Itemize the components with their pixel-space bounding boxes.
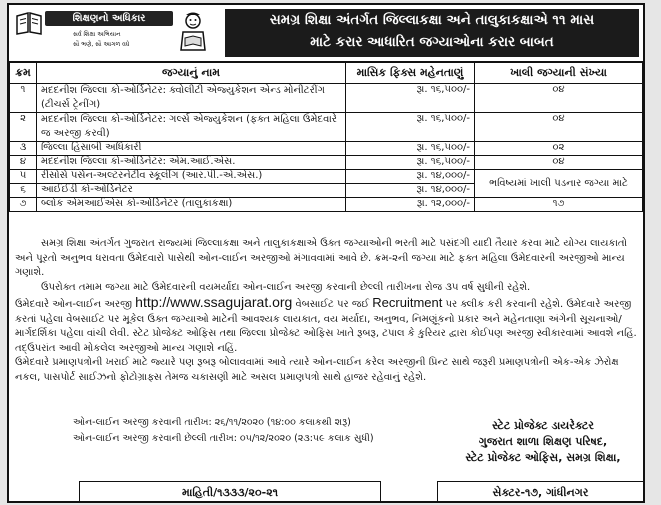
- cell-post: મદદનીશ જિલ્લા કો-ઓર્ડિનેટર: ક્વોલીટી એજ્યુકેશન એન્ડ મોનીટરીંગ (ટીચર્સ ટ્રેનીંગ): [37, 84, 346, 113]
- logo-title: શિક્ષણનો અધિકાર: [45, 11, 173, 26]
- cell-pay: રૂા. ૧૪,૦૦૦/-: [346, 170, 475, 184]
- cell-post: જિલ્લા હિસાબી અધિકારી: [37, 142, 346, 156]
- col-header-pay: માસિક ફિક્સ મહેનતાણું: [346, 63, 475, 84]
- signatory-council: ગુજરાત શાળા શિક્ષણ પરિષદ,: [478, 435, 608, 448]
- logo-tagline: સૌ ભણે, સૌ આગળ વધે: [73, 41, 130, 48]
- child-reading-icon: [177, 12, 209, 54]
- book-icon: [15, 10, 43, 36]
- paragraph-apply-instructions: [15, 295, 639, 356]
- table-header-row: [10, 63, 643, 84]
- notice-title-line2: માટે કરાર આધારિત જગ્યાઓના કરાર બાબત: [310, 34, 554, 50]
- website-link[interactable]: http://www.ssagujarat.org: [135, 294, 293, 310]
- table-row: [10, 113, 643, 142]
- ssa-logo: [15, 8, 211, 58]
- cell-pay: રૂા. ૧૬,૫૦૦/-: [346, 156, 475, 170]
- col-header-post: જગ્યાનું નામ: [37, 63, 346, 84]
- notice-body: [15, 237, 639, 385]
- cell-serial: ૭: [10, 198, 37, 212]
- cell-vacancies: ૧૭: [475, 198, 643, 212]
- table-row: [10, 170, 643, 184]
- cell-serial: ૬: [10, 184, 37, 198]
- cell-vacancies: ૦૪: [475, 84, 643, 113]
- cell-serial: ૩: [10, 142, 37, 156]
- table-row: [10, 142, 643, 156]
- cell-vacancies-future: ભવિષ્યમાં ખાલી પડનાર જગ્યા માટે: [475, 170, 643, 198]
- reference-number: માહિતી/૧૩૩૩/૨૦-૨૧: [79, 481, 381, 502]
- signature-block: [447, 418, 639, 466]
- cell-serial: ૧: [10, 84, 37, 113]
- cell-pay: રૂા. ૧૪,૦૦૦/-: [346, 184, 475, 198]
- header: [9, 5, 643, 62]
- apply-text-a: ઉમેદવારે ઓન-લાઈન અરજી: [15, 299, 132, 310]
- notice-title: [225, 9, 639, 57]
- paragraph-age-limit: ઉપરોક્ત તમામ જગ્યા માટે ઉમેદવારની વયમર્યાદા ઓન-લાઈન અરજી કરવાની છેલ્લી તારીખના રોજ ૩૫ વર્ષ સુધીની રહેશે.: [41, 281, 531, 293]
- apply-text-c: પર ક્લીક કરી કરવાની રહેશે. ઉમેદવારે અરજી કરતાં પહેલા વેબસાઈટ પર મૂકેલ ઉક્ત જગ્યાઓ માટેની આવશ્યક લાયકાત, વય મર્યાદા, અનુભવ, નિમણૂંકનો પ્રકાર અને મહેનતાણા અંગેની સૂચનાઓ/માર્ગદર્શિકા પહેલા વાંચી લેવી. સ્ટેટ પ્રોજેક્ટ ઓફિસ તથા જિલ્લા પ્રોજેક્ટ ઓફિસ ખાતે રૂબરૂ, ટપાલ કે કુરિયર દ્વારા કોઈપણ અરજી સ્વીકારવામાં આવશે નહિં. તદ્ઉપરાંત આવી મોકલેલ અરજીઓ માન્ય ગણાશે નહિં.: [15, 299, 637, 354]
- cell-vacancies: ૦૪: [475, 156, 643, 170]
- table-row: [10, 84, 643, 113]
- application-dates: [73, 415, 374, 447]
- table-row: [10, 156, 643, 170]
- col-header-serial: ક્રમ: [10, 63, 37, 84]
- recruitment-label: Recruitment: [372, 295, 443, 310]
- logo-subtitle: સર્વ શિક્ષા અભિયાન: [73, 31, 121, 38]
- cell-post: મદદનીશ જિલ્લા કો-ઓર્ડિનેટર: ગર્લ્સ એજ્યુકેશન (ફક્ત મહિલા ઉમેદવારે જ અરજી કરવી): [37, 113, 346, 142]
- cell-post: આઈઈડી કો-ઓર્ડિનેટર: [37, 184, 346, 198]
- signatory-address: સેક્ટર-૧૭, ગાંધીનગર: [437, 481, 643, 502]
- apply-text-b: વેબસાઈટ પર જઈ: [295, 299, 370, 310]
- cell-pay: રૂા. ૧૨,૦૦૦/-: [346, 198, 475, 212]
- cell-pay: રૂા. ૧૬,૫૦૦/-: [346, 84, 475, 113]
- cell-post: બ્લોક એમઆઈએસ કો-ઓર્ડિનેટર (તાલુકાકક્ષા): [37, 198, 346, 212]
- col-header-vacancies: ખાલી જગ્યાની સંખ્યા: [475, 63, 643, 84]
- cell-vacancies: ૦૨: [475, 142, 643, 156]
- table-row: [10, 198, 643, 212]
- notice-title-line1: સમગ્ર શિક્ષા અંતર્ગત જિલ્લાકક્ષા અને તાલુકાકક્ષાએ ૧૧ માસ: [269, 12, 595, 28]
- cell-post: રીસોર્સ પર્સન-અલ્ટરનેટીવ સ્કૂલીંગ (આર.પી.-એ.એસ.): [37, 170, 346, 184]
- cell-pay: રૂા. ૧૬,૫૦૦/-: [346, 113, 475, 142]
- cell-vacancies: ૦૪: [475, 113, 643, 142]
- cell-post: મદદનીશ જિલ્લા કો-ઓર્ડિનેટર: એમ.આઈ.એસ.: [37, 156, 346, 170]
- signatory-title: સ્ટેટ પ્રોજેક્ટ ડાયરેક્ટર: [492, 419, 594, 432]
- signatory-office: સ્ટેટ પ્રોજેક્ટ ઓફિસ, સમગ્ર શિક્ષા,: [465, 451, 621, 464]
- cell-serial: ૨: [10, 113, 37, 142]
- start-date: ઓન-લાઈન અરજી કરવાની તારીખ: ૨૬/૧૧/૨૦૨૦ (૧૪:૦૦ કલાકથી શરૂ): [73, 417, 351, 428]
- end-date: ઓન-લાઈન અરજી કરવાની છેલ્લી તારીખ: ૦૫/૧૨/૨૦૨૦ (૨૩:૫૯ કલાક સુધી): [73, 433, 374, 444]
- paragraph-verification: ઉમેદવારે પ્રમાણપત્રોની ખરાઈ માટે જ્યારે પણ રૂબરૂ બોલાવવામાં આવે ત્યારે ઓન-લાઈન કરેલ અરજીની પ્રિન્ટ સાથે જરૂરી પ્રમાણપત્રોની એક-એક ઝેરોક્ષ નકલ, પાસપોર્ટ સાઈઝનો ફોટોગ્રાફ્સ તેમજ ચકાસણી માટે અસલ પ્રમાણપત્રો સાથે હાજર રહેવાનું રહેશે.: [15, 357, 619, 383]
- advertisement-page: [7, 3, 645, 503]
- cell-serial: ૪: [10, 156, 37, 170]
- cell-serial: ૫: [10, 170, 37, 184]
- vacancy-table: [9, 62, 643, 212]
- cell-pay: રૂા. ૧૬,૫૦૦/-: [346, 142, 475, 156]
- paragraph-intro: સમગ્ર શિક્ષા અંતર્ગત ગુજરાત રાજ્યમાં જિલ્લાકક્ષા અને તાલુકાકક્ષાએ ઉક્ત જગ્યાઓની ભરતી માટે પસંદગી યાદી તૈયાર કરવા માટે યોગ્ય લાયકાતો અને પૂરતો અનુભવ ધરાવતા ઉમેદવારો પાસેથી ઓન-લાઈન અરજીઓ મંગાવવામાં આવે છે. ક્રમ-૨ની જગ્યા માટે ફક્ત મહિલા ઉમેદવારની અરજીઓ માન્ય ગણાશે.: [15, 238, 628, 278]
